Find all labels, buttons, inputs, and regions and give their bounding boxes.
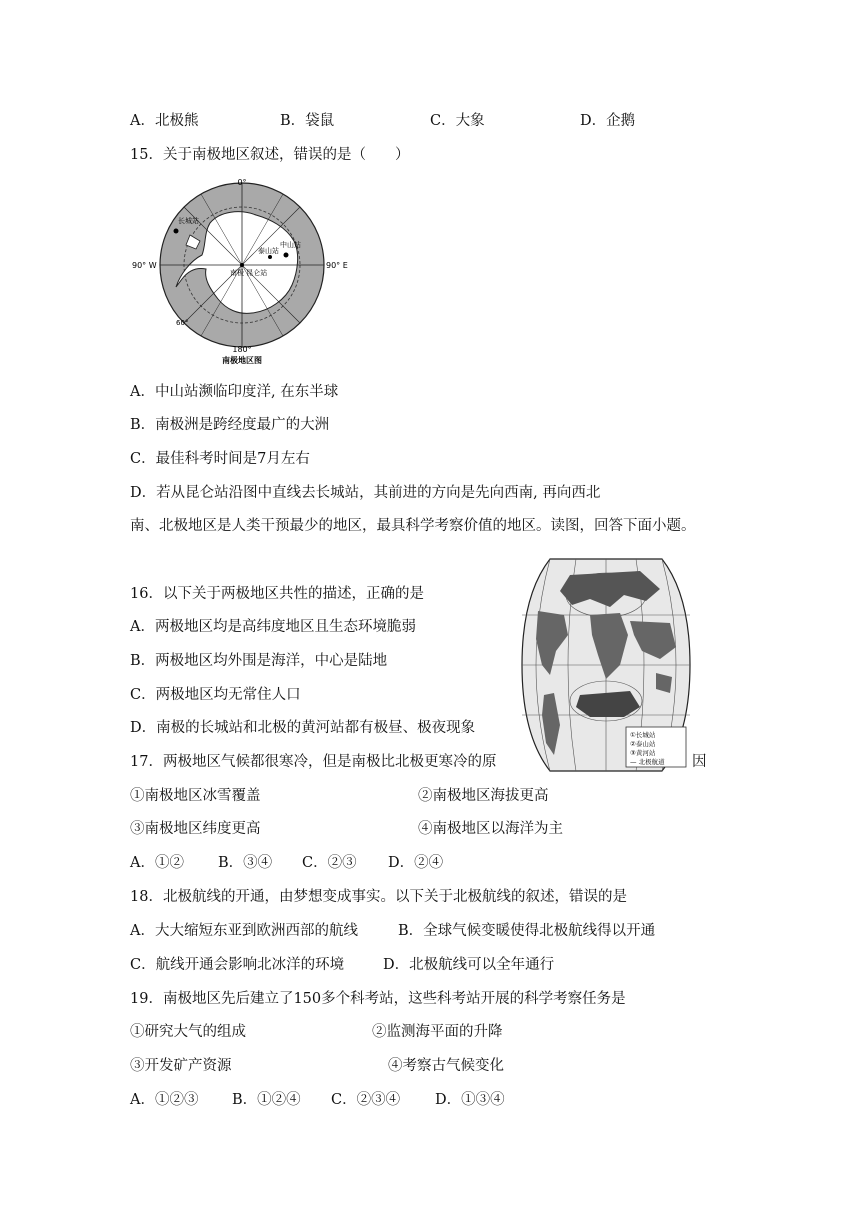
changcheng-station-marker	[174, 229, 179, 234]
legend-taishan: ②泰山站	[630, 740, 656, 748]
zhongshan-label: 中山站	[280, 241, 301, 249]
q17-option-c: C．②③	[302, 855, 357, 871]
q17-stem-end: 因	[692, 754, 707, 770]
lon-label-right: 90° E	[326, 261, 348, 270]
legend-arctic-route: — 北极航道	[630, 758, 665, 766]
changcheng-label: 长城站	[178, 217, 199, 225]
q19-stem: 19．南极地区先后建立了150多个科考站，这些科考站开展的科学考察任务是	[130, 991, 626, 1007]
q14-option-b: B．袋鼠	[280, 113, 335, 129]
q16-option-a: A．两极地区均是高纬度地区且生态环境脆弱	[130, 619, 416, 635]
q19-item-1: ①研究大气的组成	[130, 1024, 246, 1040]
lon-label-left: 90° W	[132, 261, 157, 270]
lon-label-top: 0°	[237, 178, 247, 187]
lon-label-bottom: 180°	[232, 345, 252, 354]
q18-option-d: D．北极航线可以全年通行	[383, 957, 555, 973]
q15-option-d: D．若从昆仑站沿图中直线去长城站，其前进的方向是先向西南, 再向西北	[130, 485, 601, 501]
q14-option-c: C．大象	[430, 113, 485, 129]
q16-stem: 16．以下关于两极地区共性的描述，正确的是	[130, 586, 424, 602]
q19-item-4: ④考察古气候变化	[388, 1058, 504, 1074]
legend-changcheng: ①长城站	[630, 731, 656, 739]
q19-item-3: ③开发矿产资源	[130, 1058, 232, 1074]
map-caption: 南极地区图	[222, 356, 262, 365]
q16-option-d: D．南极的长城站和北极的黄河站都有极昼、极夜现象	[130, 720, 476, 736]
q15-stem: 15．关于南极地区叙述，错误的是（ ）	[130, 147, 410, 163]
section-intro: 南、北极地区是人类干预最少的地区，最具科学考察价值的地区。读图，回答下面小题。	[130, 518, 696, 534]
q17-option-b: B．③④	[218, 855, 273, 871]
q17-item-2: ②南极地区海拔更高	[418, 788, 549, 804]
q16-option-b: B．两极地区均外围是海洋，中心是陆地	[130, 653, 388, 669]
q15-option-c: C．最佳科考时间是7月左右	[130, 451, 310, 467]
kunlun-label: 南极 昆仑站	[230, 269, 268, 277]
q19-option-d: D．①③④	[435, 1092, 505, 1108]
q19-item-2: ②监测海平面的升降	[372, 1024, 503, 1040]
q16-option-c: C．两极地区均无常住人口	[130, 687, 301, 703]
q17-item-1: ①南极地区冰雪覆盖	[130, 788, 261, 804]
taishan-station-marker	[268, 255, 272, 259]
q15-option-b: B．南极洲是跨经度最广的大洲	[130, 417, 330, 433]
q18-option-c: C．航线开通会影响北冰洋的环境	[130, 957, 345, 973]
q17-item-4: ④南极地区以海洋为主	[418, 821, 563, 837]
q19-option-a: A．①②③	[130, 1092, 199, 1108]
q14-option-d: D．企鹅	[580, 113, 636, 129]
q18-option-a: A．大大缩短东亚到欧洲西部的航线	[130, 923, 358, 939]
kunlun-station-marker	[240, 263, 244, 267]
q18-stem: 18．北极航线的开通，由梦想变成事实。以下关于北极航线的叙述，错误的是	[130, 889, 627, 905]
antarctic-map	[130, 175, 358, 367]
q19-option-c: C．②③④	[331, 1092, 401, 1108]
q18-option-b: B．全球气候变暖使得北极航线得以开通	[398, 923, 656, 939]
q17-stem: 17．两极地区气候都很寒冷，但是南极比北极更寒冷的原	[130, 754, 497, 770]
zhongshan-station-marker	[284, 253, 289, 258]
q14-option-a: A．北极熊	[130, 113, 199, 129]
world-polar-map	[520, 555, 692, 775]
legend-huanghe: ③黄河站	[630, 749, 656, 757]
q17-option-a: A．①②	[130, 855, 184, 871]
lat-label: 60°	[176, 319, 189, 327]
taishan-label: 泰山站	[258, 247, 279, 255]
q19-option-b: B．①②④	[232, 1092, 301, 1108]
q17-option-d: D．②④	[388, 855, 444, 871]
q15-option-a: A．中山站濒临印度洋, 在东半球	[130, 384, 339, 400]
q17-item-3: ③南极地区纬度更高	[130, 821, 261, 837]
